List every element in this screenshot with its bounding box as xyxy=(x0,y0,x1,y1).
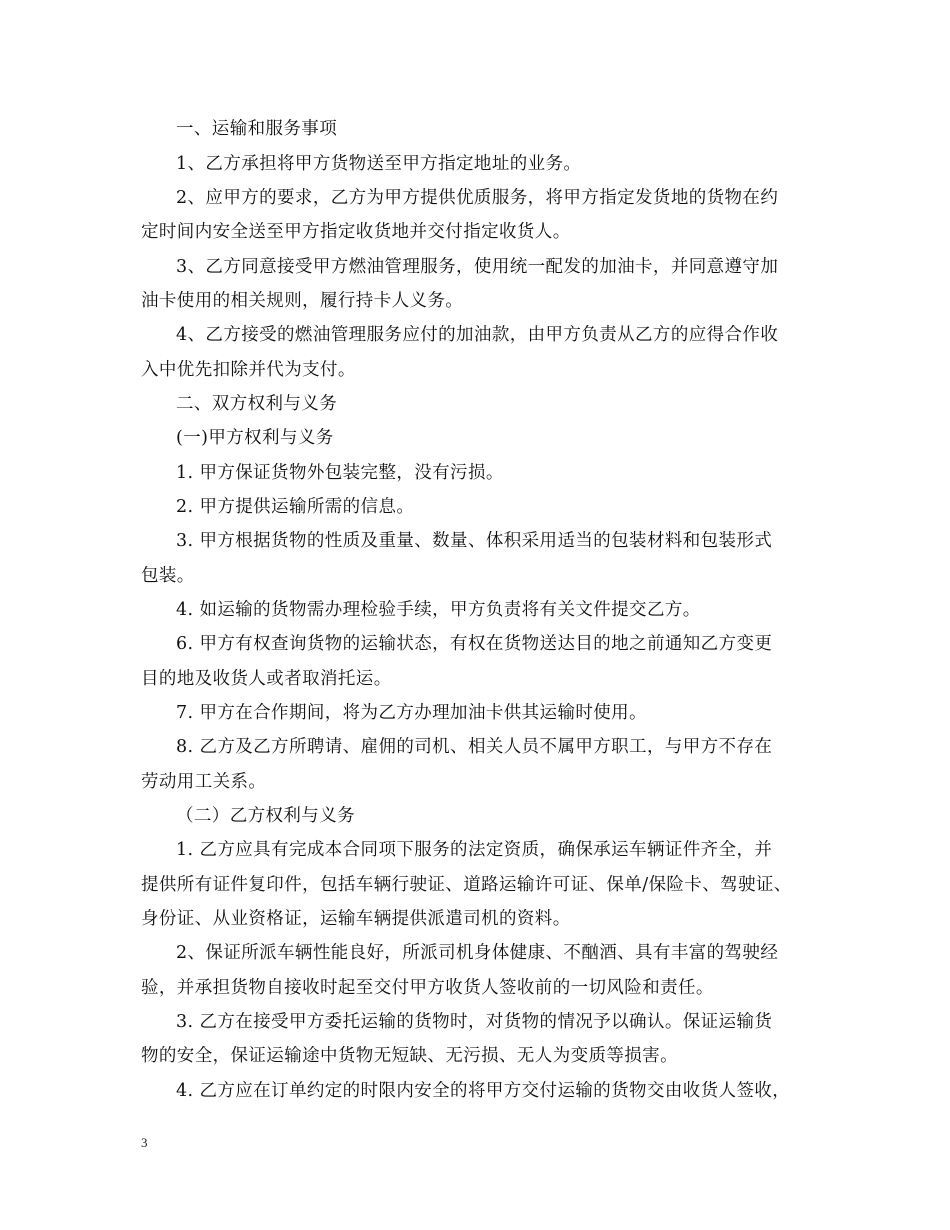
paragraph-line: 4. 乙方应在订单约定的时限内安全的将甲方交付运输的货物交由收货人签收， xyxy=(176,1081,791,1101)
paragraph-line: 定时间内安全送至甲方指定收货地并交付指定收货人。 xyxy=(141,222,571,242)
paragraph-line: 8. 乙方及乙方所聘请、雇佣的司机、相关人员不属甲方职工，与甲方不存在 xyxy=(176,737,773,757)
paragraph-line: 验，并承担货物自接收时起至交付甲方收货人签收前的一切风险和责任。 xyxy=(141,978,714,998)
paragraph-line: 1. 乙方应具有完成本合同项下服务的法定资质，确保承运车辆证件齐全，并 xyxy=(176,840,773,860)
page-number: 3 xyxy=(141,1135,148,1150)
paragraph-line: 目的地及收货人或者取消托运。 xyxy=(141,669,392,689)
paragraph-line: 入中优先扣除并代为支付。 xyxy=(141,360,356,380)
paragraph-line: 6. 甲方有权查询货物的运输状态，有权在货物送达目的地之前通知乙方变更 xyxy=(176,634,773,654)
paragraph-line: 物的安全，保证运输途中货物无短缺、无污损、无人为变质等损害。 xyxy=(141,1046,678,1066)
paragraph-line: 4. 如运输的货物需办理检验手续，甲方负责将有关文件提交乙方。 xyxy=(176,600,701,620)
paragraph-line: 4、乙方接受的燃油管理服务应付的加油款，由甲方负责从乙方的应得合作收 xyxy=(176,325,779,345)
paragraph-line: 3、乙方同意接受甲方燃油管理服务，使用统一配发的加油卡，并同意遵守加 xyxy=(176,257,779,277)
paragraph-line: 油卡使用的相关规则，履行持卡人义务。 xyxy=(141,291,464,311)
paragraph-line: 提供所有证件复印件，包括车辆行驶证、道路运输许可证、保单/保险卡、驾驶证、 xyxy=(141,875,792,895)
paragraph-line: 2. 甲方提供运输所需的信息。 xyxy=(176,497,415,517)
paragraph-line: 3. 甲方根据货物的性质及重量、数量、体积采用适当的包装材料和包装形式 xyxy=(176,531,773,551)
paragraph-line: 2、应甲方的要求，乙方为甲方提供优质服务，将甲方指定发货地的货物在约 xyxy=(176,188,779,208)
paragraph-line: 包装。 xyxy=(141,566,195,586)
paragraph-line: 1. 甲方保证货物外包装完整，没有污损。 xyxy=(176,463,504,483)
paragraph-line: 身份证、从业资格证，运输车辆提供派遣司机的资料。 xyxy=(141,909,571,929)
paragraph-line: 7. 甲方在合作期间，将为乙方办理加油卡供其运输时使用。 xyxy=(176,703,647,723)
section-heading-1: 一、运输和服务事项 xyxy=(176,119,338,139)
subsection-heading: （二）乙方权利与义务 xyxy=(176,806,355,826)
subsection-heading: (一)甲方权利与义务 xyxy=(176,428,334,448)
paragraph-line: 3. 乙方在接受甲方委托运输的货物时，对货物的情况予以确认。保证运输货 xyxy=(176,1012,773,1032)
paragraph-line: 2、保证所派车辆性能良好，所派司机身体健康、不酗酒、具有丰富的驾驶经 xyxy=(176,943,779,963)
paragraph-line: 劳动用工关系。 xyxy=(141,772,267,792)
paragraph-line: 1、乙方承担将甲方货物送至甲方指定地址的业务。 xyxy=(176,154,582,174)
section-heading-2: 二、双方权利与义务 xyxy=(176,394,338,414)
